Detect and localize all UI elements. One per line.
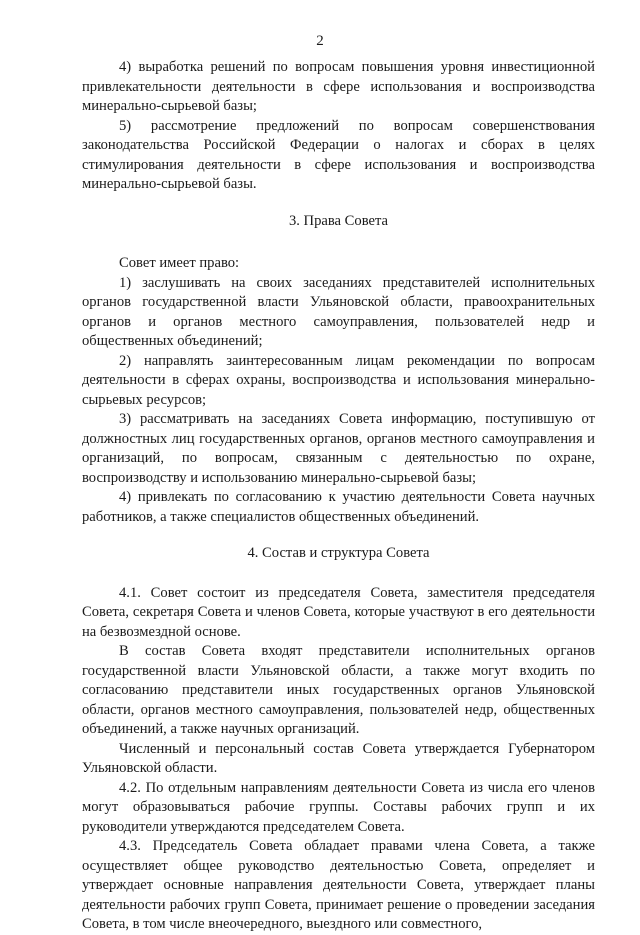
section-4-paragraph-4-1: 4.1. Совет состоит из председателя Совета, заместителя председателя Совета, секретаря Совета и членов Совета, которые участвуют в его деятельности на безвозмездной основе.: [82, 584, 595, 640]
section-4-paragraph-composition: В состав Совета входят представители исполнительных органов государственной власти Ульяновской области, а также могут входить по согласованию представители иных государственных органов Ульяновской области, органов местного самоуправления, пользователей недр, общественных объединений, а также научных организаций.: [82, 643, 595, 737]
intro-item-5: 5) рассмотрение предложений по вопросам совершенствования законодательства Российской Федерации о налогах и сборах в целях стимулирования деятельности в сфере использования и воспроизводства минерально-сырьевой базы.: [82, 117, 595, 192]
section-4-heading: 4. Состав и структура Совета: [247, 545, 430, 561]
document-body: [82, 58, 595, 935]
section-4-paragraph-approval: Численный и персональный состав Совета утверждается Губернатором Ульяновской области.: [82, 740, 595, 776]
intro-item-4: 4) выработка решений по вопросам повышения уровня инвестиционной привлекательности деятельности в сфере использования и воспроизводства минерально-сырьевой базы;: [82, 59, 595, 114]
section-3-heading: 3. Права Совета: [288, 212, 389, 229]
section-4-paragraph-4-3: 4.3. Председатель Совета обладает правами члена Совета, а также осуществляет общее руководство деятельностью Совета, определяет и утверждает основные направления деятельности Совета, утверждает планы деятельности рабочих групп Совета, принимает решение о проведении заседания Совета, в том числе внеочередного, выездного или совместного,: [82, 838, 595, 932]
section-3-lead: Совет имеет право:: [119, 255, 240, 271]
section-3-item-3: 3) рассматривать на заседаниях Совета информацию, поступившую от должностных лиц государственных органов, органов местного самоуправления и организаций, по вопросам, связанным с деятельностью по охране, воспроизводству и использованию минерально-сырьевой базы;: [82, 411, 595, 486]
page-number: 2: [316, 33, 324, 49]
section-4-paragraph-4-2: 4.2. По отдельным направлениям деятельности Совета из числа его членов могут образовываться рабочие группы. Составы рабочих групп и их руководители утверждаются председателем Совета.: [82, 779, 595, 835]
section-3-item-2: 2) направлять заинтересованным лицам рекомендации по вопросам деятельности в сферах охраны, воспроизводства и использования минерально-сырьевых ресурсов;: [82, 352, 595, 408]
section-3-item-4: 4) привлекать по согласованию к участию деятельности Совета научных работников, а также специалистов общественных объединений.: [82, 489, 595, 525]
section-3-item-1: 1) заслушивать на своих заседаниях представителей исполнительных органов государственной власти Ульяновской области, правоохранительных органов и органов местного самоуправления, пользователей недр и общественных объединений;: [82, 274, 595, 349]
